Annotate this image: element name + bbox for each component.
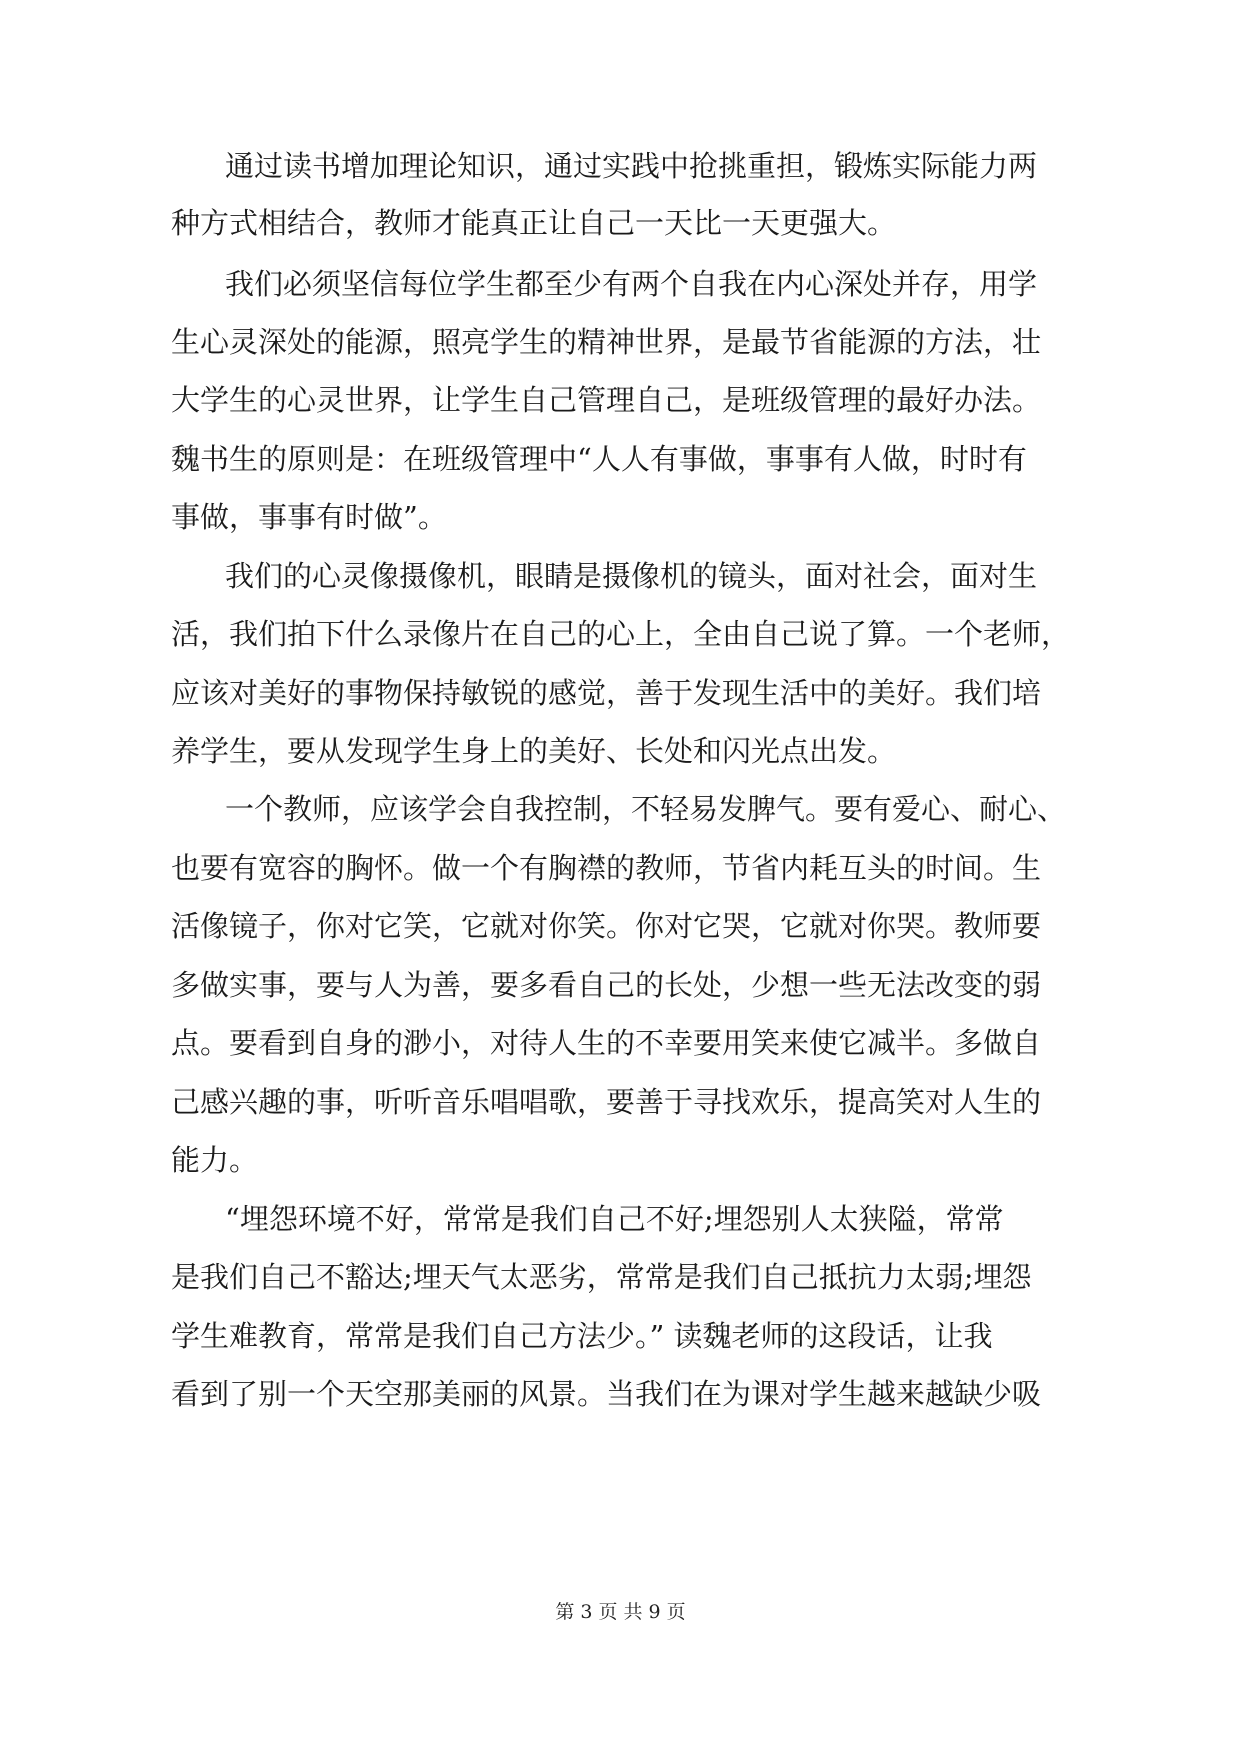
text-line: “埋怨环境不好，常常是我们自己不好;埋怨别人太狭隘，常常 (225, 1202, 1004, 1236)
text-line: 一个教师，应该学会自我控制，不轻易发脾气。要有爱心、耐心、 (225, 792, 1067, 826)
text-line: 大学生的心灵世界，让学生自己管理自己，是班级管理的最好办法。 (171, 383, 1042, 417)
text-line: 我们必须坚信每位学生都至少有两个自我在内心深处并存，用学 (225, 267, 1038, 301)
text-line: 点。要看到自身的渺小，对待人生的不幸要用笑来使它减半。多做自 (171, 1026, 1042, 1060)
text-line: 活，我们拍下什么录像片在自己的心上，全由自己说了算。一个老师， (171, 617, 1071, 651)
text-line: 看到了别一个天空那美丽的风景。当我们在为课对学生越来越缺少吸 (171, 1377, 1042, 1411)
text-line: 能力。 (171, 1143, 259, 1177)
text-line: 学生难教育，常常是我们自己方法少。” 读魏老师的这段话，让我 (171, 1319, 993, 1353)
text-line: 我们的心灵像摄像机，眼睛是摄像机的镜头，面对社会，面对生 (225, 559, 1038, 593)
text-line: 多做实事，要与人为善，要多看自己的长处，少想一些无法改变的弱 (171, 968, 1042, 1002)
text-line: 种方式相结合，教师才能真正让自己一天比一天更强大。 (171, 206, 897, 240)
text-line: 魏书生的原则是：在班级管理中“人人有事做，事事有人做，时时有 (171, 442, 1027, 476)
text-line: 己感兴趣的事，听听音乐唱唱歌，要善于寻找欢乐，提高笑对人生的 (171, 1085, 1042, 1119)
text-line: 活像镜子，你对它笑，它就对你笑。你对它哭，它就对你哭。教师要 (171, 909, 1042, 943)
text-line: 应该对美好的事物保持敏锐的感觉，善于发现生活中的美好。我们培 (171, 676, 1042, 710)
text-line: 事做，事事有时做”。 (171, 500, 447, 534)
page-number-footer: 第 3 页 共 9 页 (555, 1601, 686, 1623)
text-line: 是我们自己不豁达;埋天气太恶劣，常常是我们自己抵抗力太弱;埋怨 (171, 1260, 1032, 1294)
text-line: 也要有宽容的胸怀。做一个有胸襟的教师，节省内耗互头的时间。生 (171, 851, 1042, 885)
text-line: 生心灵深处的能源，照亮学生的精神世界，是最节省能源的方法，壮 (171, 325, 1042, 359)
text-line: 养学生，要从发现学生身上的美好、长处和闪光点出发。 (171, 734, 897, 768)
text-line: 通过读书增加理论知识，通过实践中抢挑重担，锻炼实际能力两 (225, 149, 1038, 183)
